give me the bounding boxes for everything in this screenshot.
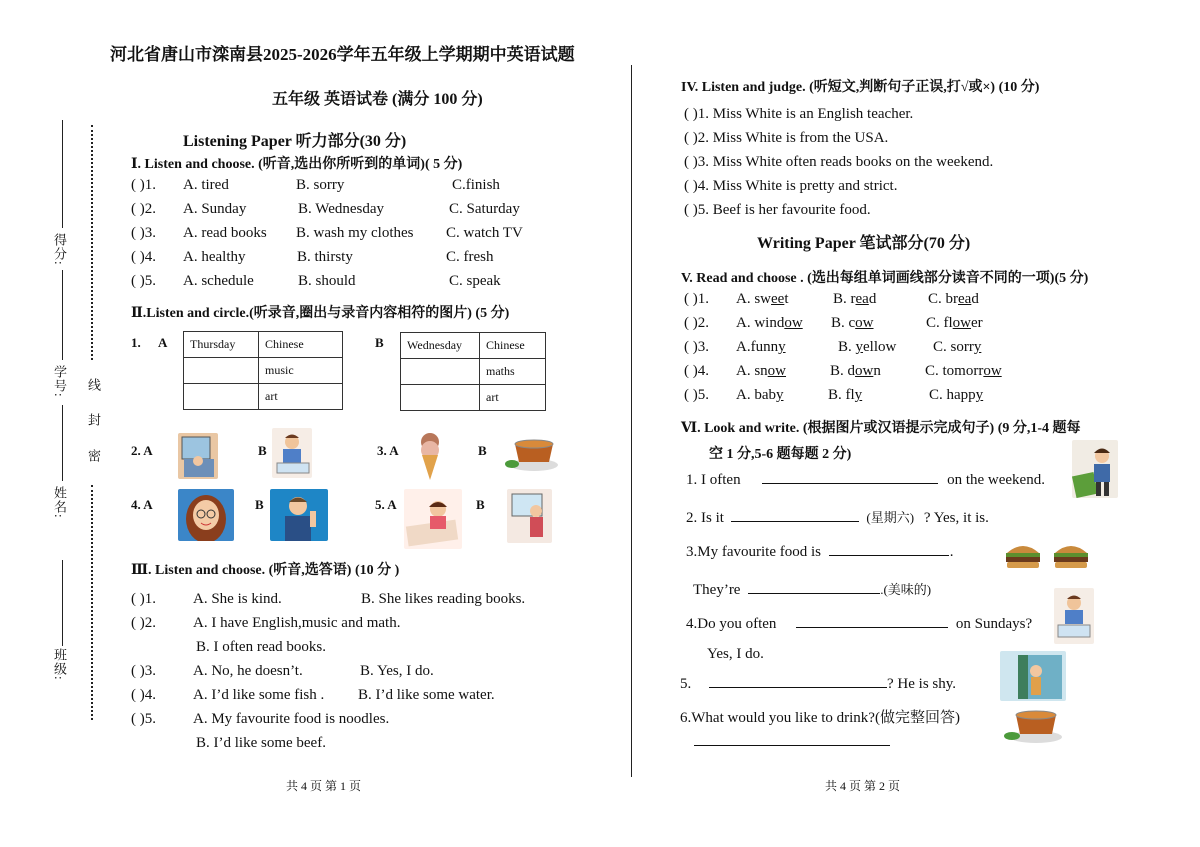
b-label: B <box>258 443 267 458</box>
judge-item[interactable]: ( )5. Beef is her favourite food. <box>684 202 871 218</box>
margin-line <box>62 270 63 360</box>
seal-char: 线 <box>86 378 101 392</box>
choice-bracket[interactable]: ( )4. <box>131 249 156 265</box>
section6-title: Ⅵ. Look and write. (根据图片或汉语提示完成句子) (9 分,1-4 题每 <box>681 421 1081 436</box>
section3-title: Ⅲ. Listen and choose. (听音,选答语) (10 分 ) <box>131 563 400 578</box>
option-a: A. She is kind. <box>193 591 282 607</box>
choice-bracket[interactable]: ( )3. <box>131 663 156 679</box>
option-b-label[interactable]: B <box>375 335 384 350</box>
choice-bracket[interactable]: ( )3. <box>131 225 156 241</box>
write-q6: 6.What would you like to drink?(做完整回答) <box>680 710 960 726</box>
choice-bracket[interactable]: ( )5. <box>684 387 709 403</box>
b-label: B <box>476 497 485 512</box>
option-c: C. sorry <box>933 339 982 355</box>
option-b: B. I’d like some water. <box>358 687 495 703</box>
option-a: A. sweet <box>736 291 789 307</box>
section5-title: V. Read and choose . (选出每组单词画线部分读音不同的一项)(5 分) <box>681 271 1089 286</box>
option-a: A. window <box>736 315 803 331</box>
option-b: B. Wednesday <box>298 201 385 217</box>
option-b: B. Yes, I do. <box>360 663 434 679</box>
table-cell: art <box>480 385 546 411</box>
tea-cup-picture <box>1003 703 1065 745</box>
seal-char: 密 <box>86 449 101 463</box>
answer-blank[interactable] <box>709 675 887 688</box>
page-divider <box>631 65 632 777</box>
table-cell: Chinese <box>259 332 343 358</box>
option-b: B. She likes reading books. <box>361 591 526 607</box>
doc-title: 河北省唐山市滦南县2025-2026学年五年级上学期期中英语试题 <box>110 45 575 64</box>
option-c: C. watch TV <box>446 225 523 241</box>
table-cell: maths <box>480 359 546 385</box>
b-label: B <box>255 497 264 512</box>
option-b: B. I’d like some beef. <box>196 735 326 751</box>
answer-blank[interactable] <box>748 581 880 594</box>
shy-boy-picture <box>1000 651 1066 701</box>
q3-number: 3. A <box>377 443 399 458</box>
option-a: A. Sunday <box>183 201 247 217</box>
window-picture[interactable] <box>178 433 218 479</box>
choice-bracket[interactable]: ( )1. <box>131 591 156 607</box>
q1-number: 1. <box>131 335 141 350</box>
judge-item[interactable]: ( )1. Miss White is an English teacher. <box>684 106 914 122</box>
section6-title-cont: 空 1 分,5-6 题每题 2 分) <box>709 447 852 462</box>
option-c: C. tomorrow <box>925 363 1002 379</box>
option-c: C. Saturday <box>449 201 520 217</box>
table-cell: Chinese <box>480 333 546 359</box>
table-cell: music <box>259 358 343 384</box>
option-b: B. cow <box>831 315 874 331</box>
boy-washing-picture <box>1072 440 1118 498</box>
class-label: 班级: <box>52 648 67 681</box>
paper-subtitle: 五年级 英语试卷 (满分 100 分) <box>272 91 483 108</box>
write-q3: 3.My favourite food is . <box>686 544 954 560</box>
option-b: B. thirsty <box>297 249 353 265</box>
option-b: B. fly <box>828 387 863 403</box>
table-cell <box>401 359 480 385</box>
section1-title: Ⅰ. Listen and choose. (听音,选出你所听到的单词)( 5 分) <box>131 157 463 172</box>
schedule-table-a <box>183 331 343 410</box>
choice-bracket[interactable]: ( )5. <box>131 711 156 727</box>
option-b: B. yellow <box>838 339 897 355</box>
option-a: A. read books <box>183 225 267 241</box>
hamburgers-picture <box>1003 537 1093 571</box>
student-no-label: 学号: <box>52 365 67 398</box>
girl-glasses-picture[interactable] <box>178 489 234 541</box>
section2-title: Ⅱ.Listen and circle.(听录音,圈出与录音内容相符的图片) (5 分) <box>131 306 510 321</box>
q5-number: 5. A <box>375 497 397 512</box>
option-a: A. tired <box>183 177 229 193</box>
table-cell: Thursday <box>184 332 259 358</box>
choice-bracket[interactable]: ( )2. <box>684 315 709 331</box>
seal-char: 封 <box>86 413 101 427</box>
judge-item[interactable]: ( )4. Miss White is pretty and strict. <box>684 178 898 194</box>
option-a: A. I’d like some fish . <box>193 687 325 703</box>
name-label: 姓名: <box>52 486 67 519</box>
score-label: 得分: <box>52 233 67 266</box>
b-label: B <box>478 443 487 458</box>
option-a: A. baby <box>736 387 784 403</box>
judge-item[interactable]: ( )3. Miss White often reads books on the weekend. <box>684 154 994 170</box>
choice-bracket[interactable]: ( )4. <box>131 687 156 703</box>
choice-bracket[interactable]: ( )5. <box>131 273 156 289</box>
q2-number: 2. A <box>131 443 153 458</box>
boy-reading-picture <box>1054 588 1094 644</box>
seal-dotted-line <box>91 485 93 720</box>
option-b: B. read <box>833 291 877 307</box>
option-b: B. down <box>830 363 881 379</box>
man-teacher-picture[interactable] <box>270 489 328 541</box>
option-a: A.funny <box>736 339 786 355</box>
judge-item[interactable]: ( )2. Miss White is from the USA. <box>684 130 889 146</box>
boy-drawing-picture[interactable] <box>272 428 312 478</box>
ice-cream-picture[interactable] <box>413 430 447 482</box>
answer-blank[interactable] <box>796 615 948 628</box>
option-c: C. speak <box>449 273 501 289</box>
option-a: A. schedule <box>183 273 254 289</box>
option-c: C. bread <box>928 291 979 307</box>
choice-bracket[interactable]: ( )1. <box>131 177 156 193</box>
margin-line <box>62 405 63 481</box>
option-b: B. I often read books. <box>196 639 326 655</box>
answer-blank[interactable] <box>762 471 938 484</box>
answer-blank[interactable] <box>829 543 949 556</box>
tea-picture[interactable] <box>503 432 561 474</box>
option-a: A. I have English,music and math. <box>193 615 401 631</box>
option-a: A. My favourite food is noodles. <box>193 711 390 727</box>
option-b: B. wash my clothes <box>296 225 414 241</box>
option-c: C. flower <box>926 315 983 331</box>
choice-bracket[interactable]: ( )3. <box>684 339 709 355</box>
write-q4-answer: Yes, I do. <box>707 646 764 662</box>
option-a-label[interactable]: A <box>158 335 168 350</box>
option-b: B. sorry <box>296 177 345 193</box>
girl-window-picture[interactable] <box>507 489 552 543</box>
option-c: C. happy <box>929 387 984 403</box>
footer-page-1: 共 4 页 第 1 页 <box>286 779 362 793</box>
section4-title: IV. Listen and judge. (听短文,判断句子正误,打√或×) (10 分) <box>681 80 1040 95</box>
option-a: A. snow <box>736 363 787 379</box>
write-q1: 1. I often on the weekend. <box>686 472 1045 488</box>
write-q3b: They’re .(美味的) <box>693 582 932 598</box>
table-cell <box>401 385 480 411</box>
answer-blank[interactable] <box>731 509 859 522</box>
girl-writing-picture[interactable] <box>404 489 462 549</box>
footer-page-2: 共 4 页 第 2 页 <box>825 779 901 793</box>
option-a: A. healthy <box>183 249 246 265</box>
choice-bracket[interactable]: ( )2. <box>131 615 156 631</box>
table-cell: art <box>259 384 343 410</box>
table-cell: Wednesday <box>401 333 480 359</box>
choice-bracket[interactable]: ( )2. <box>131 201 156 217</box>
option-b: B. should <box>298 273 356 289</box>
seal-dotted-line <box>91 125 93 360</box>
margin-line <box>62 560 63 646</box>
table-cell <box>184 358 259 384</box>
schedule-table-b <box>400 332 546 411</box>
choice-bracket[interactable]: ( )1. <box>684 291 709 307</box>
option-a: A. No, he doesn’t. <box>193 663 303 679</box>
write-q5: 5. ? He is shy. <box>680 676 957 692</box>
answer-line[interactable] <box>694 744 890 746</box>
option-c: C. fresh <box>446 249 494 265</box>
listening-title: Listening Paper 听力部分(30 分) <box>183 133 407 150</box>
write-q4: 4.Do you often on Sundays? <box>686 616 1033 632</box>
option-c: C.finish <box>452 177 500 193</box>
write-q2: 2. Is it (星期六) ? Yes, it is. <box>686 510 989 526</box>
q4-number: 4. A <box>131 497 153 512</box>
margin-line <box>62 120 63 228</box>
writing-title: Writing Paper 笔试部分(70 分) <box>757 235 971 252</box>
table-cell <box>184 384 259 410</box>
choice-bracket[interactable]: ( )4. <box>684 363 709 379</box>
